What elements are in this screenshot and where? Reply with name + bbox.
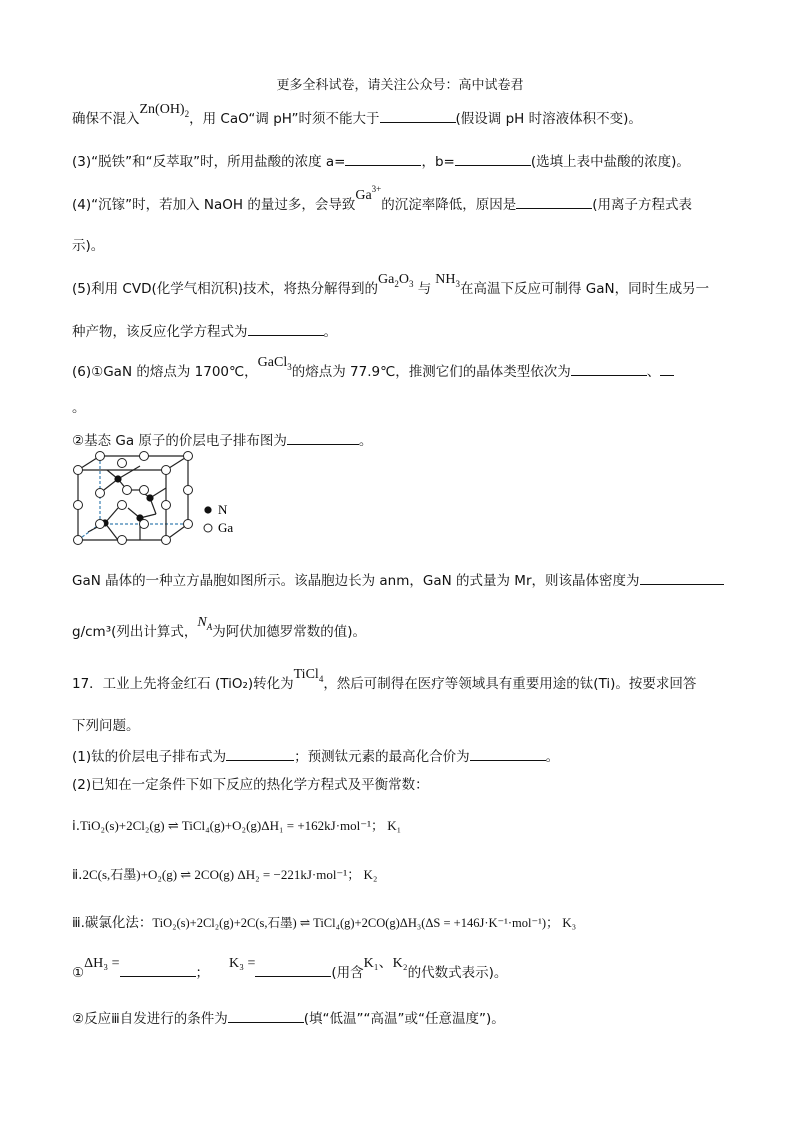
text: (用离子方程式表: [592, 197, 693, 213]
q17-stem-cont: [72, 716, 140, 736]
answer-blank[interactable]: [640, 570, 724, 585]
equilibrium-constant: ； K₁: [371, 818, 402, 833]
q16-part5: [72, 272, 710, 300]
answer-blank[interactable]: [228, 1008, 304, 1023]
q16-part5-cont: [72, 321, 337, 342]
text: 。: [545, 749, 560, 765]
subscript: 4: [318, 674, 324, 684]
text: ②基态 Ga 原子的价层电子排布图为: [72, 433, 287, 449]
text: (填“低温”“高温”或“任意温度”)。: [303, 1011, 505, 1027]
formula-text: NH: [435, 272, 456, 287]
formula-text: N: [197, 615, 207, 630]
equilibrium-constant: ； K₂: [347, 867, 378, 882]
subscript: A: [206, 622, 213, 632]
equilibrium-constant: ； K₃: [546, 915, 577, 930]
q17-subq1: [72, 956, 508, 984]
superscript: 3+: [371, 184, 382, 194]
legend-n-label: N: [218, 502, 228, 517]
text: (2)已知在一定条件下如下反应的热化学方程式及平衡常数：: [72, 777, 429, 793]
subscript: 3: [287, 362, 292, 372]
text: (6)①GaN 的熔点为 1700℃，: [72, 364, 258, 380]
q16-part6-end: [72, 398, 86, 418]
text: (3)“脱铁”和“反萃取”时，所用盐酸的浓度 a=: [72, 154, 346, 170]
q16-part4-cont: [72, 236, 104, 256]
formula-text: TiCl: [293, 667, 319, 682]
reaction-equation: 2C(s,石墨)+O₂(g) ⇌ 2CO(g) ΔH₂ = −221kJ·mol⁻¹: [82, 867, 348, 882]
q16-part3: [72, 151, 690, 172]
q16-part4: [72, 184, 693, 216]
answer-blank-1[interactable]: [571, 361, 647, 376]
answer-blank-a[interactable]: [345, 151, 421, 166]
text: GaN 晶体的一种立方晶胞如图所示。该晶胞边长为 anm，GaN 的式量为 Mr，则该晶体密度为: [72, 573, 640, 589]
subscript: 3: [455, 279, 460, 289]
reaction-ii: [72, 865, 377, 885]
text: (用含: [331, 965, 364, 981]
formula-text: Ga: [378, 272, 395, 287]
formula-text: Zn(OH): [139, 102, 185, 117]
q17-stem: [72, 667, 697, 695]
formula-na: [197, 615, 212, 630]
text: 与: [417, 281, 432, 297]
subscript: 3: [408, 279, 414, 289]
reaction-label: ⅱ.: [72, 867, 83, 883]
formula-text: GaCl: [257, 355, 288, 370]
formula-ga2o3: [378, 272, 413, 287]
answer-blank[interactable]: [516, 194, 592, 209]
text: ，然后可制得在医疗等领域具有重要用途的钛(Ti)。按要求回答: [323, 676, 697, 692]
answer-blank[interactable]: [287, 430, 359, 445]
q17-part2: [72, 775, 429, 795]
text: 为阿伏加德罗常数的值)。: [212, 624, 366, 640]
answer-blank-1[interactable]: [226, 746, 294, 761]
page-header: 更多全科试卷，请关注公众号：高中试卷君: [276, 78, 524, 93]
reaction-label: ⅲ.碳氯化法：: [72, 915, 153, 931]
reaction-label: ⅰ.: [72, 818, 81, 834]
reaction-i: [72, 816, 401, 836]
q17-part1: [72, 746, 559, 767]
text: 确保不混入: [72, 111, 140, 127]
text: ；: [195, 965, 209, 981]
text: (1)钛的价层电子排布式为: [72, 749, 227, 765]
text: 下列问题。: [72, 718, 140, 734]
formula-text: O: [398, 272, 409, 287]
text: 。: [358, 433, 373, 449]
formula-nh3: [435, 272, 460, 287]
answer-blank-2[interactable]: [660, 361, 674, 376]
q16-part6: [72, 355, 674, 383]
formula-dh3: ΔH₃ =: [84, 956, 120, 971]
text: ，b=: [421, 154, 455, 170]
formula-text: Ga: [355, 188, 372, 203]
text: 在高温下反应可制得 GaN，同时生成另一: [460, 281, 710, 297]
text: 。: [323, 324, 337, 340]
gan-unit-cell-figure: [70, 448, 270, 560]
answer-blank[interactable]: [380, 108, 456, 123]
q17-subq2: [72, 1008, 505, 1029]
text: (假设调 pH 时溶液体积不变)。: [455, 111, 642, 127]
answer-blank[interactable]: [248, 321, 324, 336]
answer-blank-b[interactable]: [455, 151, 531, 166]
reaction-equation: TiO₂(s)+2Cl₂(g) ⇌ TiCl₄(g)+O₂(g)ΔH₁ = +162kJ·mol⁻¹: [80, 818, 372, 833]
q16-density-cont: [72, 615, 366, 643]
text: 。: [72, 400, 86, 416]
text: 示)。: [72, 238, 105, 254]
formula-ga3plus: [355, 184, 382, 203]
formula-zn-oh2: [140, 102, 190, 117]
text: 种产物，该反应化学方程式为: [72, 324, 248, 340]
text: ，用 CaO“调 pH”时须不能大于: [189, 111, 380, 127]
text: ①: [72, 965, 85, 981]
formula-ticl4: [294, 667, 324, 682]
text: ②反应ⅲ自发进行的条件为: [72, 1011, 228, 1027]
text: 的代数式表示)。: [407, 965, 508, 981]
reaction-iii: [72, 913, 576, 933]
text: (5)利用 CVD(化学气相沉积)技术，将热分解得到的: [72, 281, 379, 297]
answer-blank-2[interactable]: [470, 746, 546, 761]
formula-k1-k2: K₁、K₂: [363, 956, 408, 971]
reaction-equation: TiO₂(s)+2Cl₂(g)+2C(s,石墨) ⇌ TiCl₄(g)+2CO(g)ΔH₃(ΔS = +146J·K⁻¹·mol⁻¹): [152, 916, 546, 930]
text: g/cm³(列出计算式，: [72, 624, 198, 640]
text: 的熔点为 77.9℃，推测它们的晶体类型依次为: [291, 364, 571, 380]
answer-blank-k3[interactable]: [255, 962, 331, 977]
subscript: 2: [184, 109, 190, 119]
text: ；预测钛元素的最高化合价为: [294, 749, 470, 765]
formula-k3: K₃ =: [229, 956, 256, 971]
text: 的沉淀率降低，原因是: [381, 197, 517, 213]
text: 、: [646, 364, 661, 380]
answer-blank-dh3[interactable]: [120, 962, 196, 977]
text: (4)“沉镓”时，若加入 NaOH 的量过多，会导致: [72, 197, 356, 213]
legend-ga-label: Ga: [218, 520, 234, 535]
formula-gacl3: [258, 355, 292, 370]
subscript: 2: [394, 279, 399, 289]
q16-line1: [72, 102, 642, 130]
q16-density: [72, 570, 724, 591]
text: (选填上表中盐酸的浓度)。: [530, 154, 690, 170]
text: 17．工业上先将金红石 (TiO₂)转化为: [72, 676, 294, 692]
